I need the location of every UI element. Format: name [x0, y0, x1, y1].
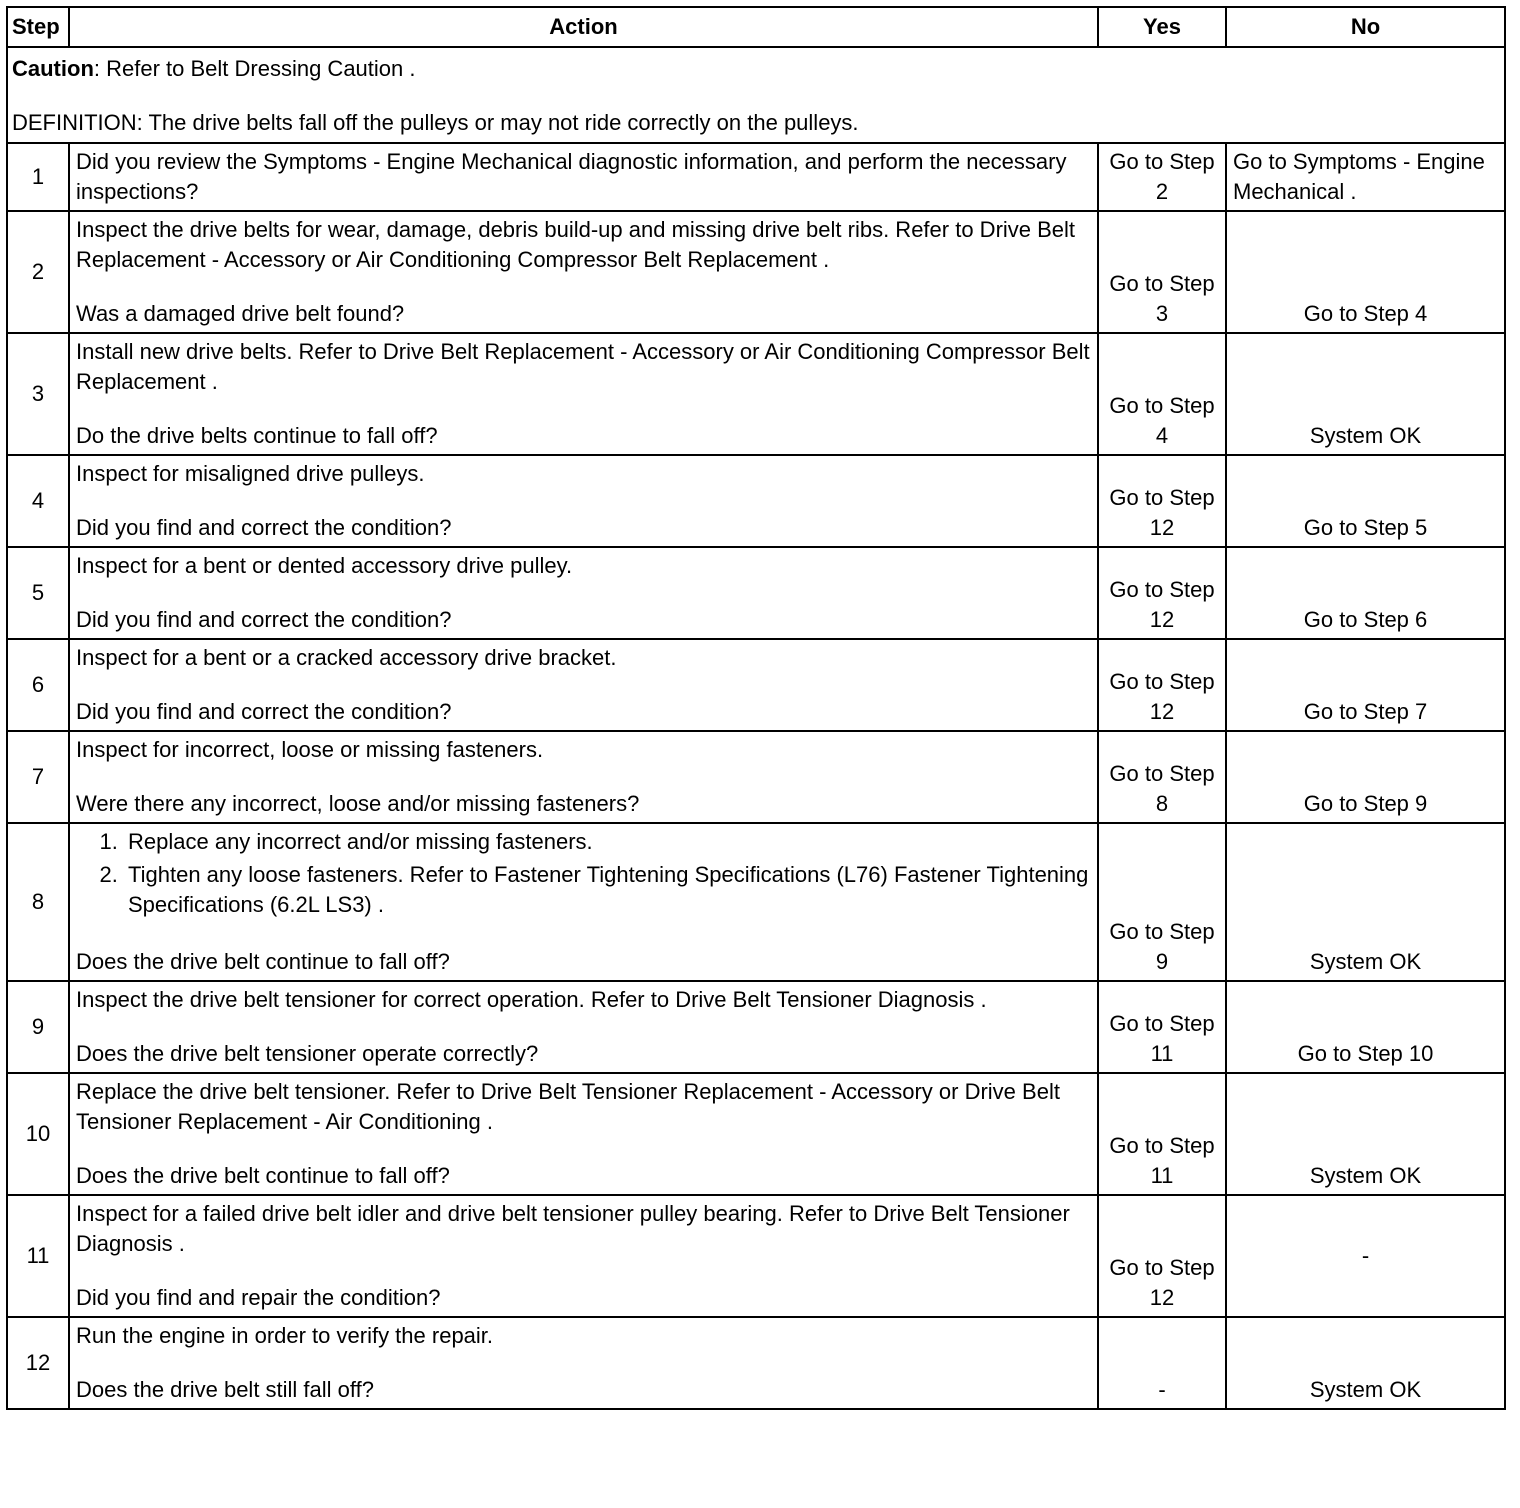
diagnostic-table-container [6, 6, 1506, 1410]
header-no: No [1226, 7, 1505, 47]
action-text: Inspect for a bent or dented accessory drive pulley. [76, 553, 573, 578]
yes-cell: Go to Step 12 [1098, 1195, 1226, 1317]
action-cell [69, 731, 1098, 823]
step-number: 6 [7, 639, 69, 731]
no-cell: Go to Step 6 [1226, 547, 1505, 639]
action-list [76, 827, 1091, 920]
yes-cell: - [1098, 1317, 1226, 1409]
diagnostic-table [6, 6, 1506, 1410]
no-cell: Go to Step 7 [1226, 639, 1505, 731]
action-text: Inspect for incorrect, loose or missing fasteners. [76, 737, 544, 762]
action-cell [69, 333, 1098, 455]
list-item: 2. Tighten any loose fasteners. Refer to Fastener Tightening Specifications (L76) Fastener Tightening Specifications (6.2L LS3) . [124, 860, 1091, 920]
step-number: 10 [7, 1073, 69, 1195]
no-cell: - [1226, 1195, 1505, 1317]
action-cell [69, 639, 1098, 731]
action-text: Inspect for a failed drive belt idler and drive belt tensioner pulley bearing. Refer to Drive Belt Tensioner Diagnosis . [76, 1201, 1070, 1256]
list-item: 1. Replace any incorrect and/or missing fasteners. [124, 827, 1091, 857]
no-cell: System OK [1226, 333, 1505, 455]
action-cell [69, 1073, 1098, 1195]
note-row [7, 47, 1505, 143]
no-cell: Go to Step 10 [1226, 981, 1505, 1073]
step-number: 2 [7, 211, 69, 333]
caution-label: Caution [12, 56, 94, 81]
table-row [7, 823, 1505, 981]
header-action: Action [69, 7, 1098, 47]
action-cell [69, 823, 1098, 981]
table-row [7, 731, 1505, 823]
step-number: 8 [7, 823, 69, 981]
no-cell: Go to Symptoms - Engine Mechanical . [1226, 143, 1505, 211]
step-number: 1 [7, 143, 69, 211]
header-step: Step [7, 7, 69, 47]
yes-cell: Go to Step 12 [1098, 547, 1226, 639]
action-cell [69, 1195, 1098, 1317]
action-question: Did you find and correct the condition? [76, 515, 452, 540]
action-cell [69, 981, 1098, 1073]
no-cell: System OK [1226, 823, 1505, 981]
action-cell [69, 1317, 1098, 1409]
action-cell [69, 455, 1098, 547]
action-question: Does the drive belt continue to fall off? [76, 1163, 450, 1188]
table-row [7, 1195, 1505, 1317]
step-number: 3 [7, 333, 69, 455]
action-question: Does the drive belt still fall off? [76, 1377, 374, 1402]
action-question: Do the drive belts continue to fall off? [76, 423, 438, 448]
caution-note [12, 54, 1500, 84]
yes-cell: Go to Step 12 [1098, 639, 1226, 731]
table-row [7, 455, 1505, 547]
header-yes: Yes [1098, 7, 1226, 47]
header-row [7, 7, 1505, 47]
no-cell: Go to Step 4 [1226, 211, 1505, 333]
yes-cell: Go to Step 8 [1098, 731, 1226, 823]
step-number: 9 [7, 981, 69, 1073]
action-text: Install new drive belts. Refer to Drive Belt Replacement - Accessory or Air Conditioning Compressor Belt Replacement . [76, 339, 1090, 394]
step-number: 5 [7, 547, 69, 639]
table-row [7, 1073, 1505, 1195]
yes-cell: Go to Step 11 [1098, 981, 1226, 1073]
table-row [7, 981, 1505, 1073]
action-cell [69, 143, 1098, 211]
action-text: Inspect for misaligned drive pulleys. [76, 461, 425, 486]
step-number: 7 [7, 731, 69, 823]
table-row [7, 211, 1505, 333]
action-question: Did you find and repair the condition? [76, 1285, 441, 1310]
yes-cell: Go to Step 3 [1098, 211, 1226, 333]
step-number: 11 [7, 1195, 69, 1317]
no-cell: System OK [1226, 1317, 1505, 1409]
yes-cell: Go to Step 11 [1098, 1073, 1226, 1195]
step-number: 12 [7, 1317, 69, 1409]
table-row [7, 143, 1505, 211]
yes-cell: Go to Step 12 [1098, 455, 1226, 547]
caution-text: : Refer to Belt Dressing Caution . [93, 56, 416, 81]
no-cell: System OK [1226, 1073, 1505, 1195]
action-cell [69, 547, 1098, 639]
action-question: Did you review the Symptoms - Engine Mechanical diagnostic information, and perform the necessary inspections? [76, 149, 1067, 204]
step-number: 4 [7, 455, 69, 547]
definition-note: DEFINITION: The drive belts fall off the pulleys or may not ride correctly on the pulleys. [12, 110, 859, 135]
no-cell: Go to Step 9 [1226, 731, 1505, 823]
action-question: Did you find and correct the condition? [76, 699, 452, 724]
yes-cell: Go to Step 2 [1098, 143, 1226, 211]
table-row [7, 1317, 1505, 1409]
action-question: Does the drive belt tensioner operate correctly? [76, 1041, 539, 1066]
no-cell: Go to Step 5 [1226, 455, 1505, 547]
yes-cell: Go to Step 4 [1098, 333, 1226, 455]
action-cell [69, 211, 1098, 333]
action-question: Did you find and correct the condition? [76, 607, 452, 632]
table-row [7, 639, 1505, 731]
action-text: Inspect the drive belts for wear, damage, debris build-up and missing drive belt ribs. Refer to Drive Belt Replacement - Accessory or Air Conditioning Compressor Belt Replacement . [76, 217, 1076, 272]
action-question: Was a damaged drive belt found? [76, 301, 405, 326]
table-row [7, 547, 1505, 639]
action-text: Replace the drive belt tensioner. Refer to Drive Belt Tensioner Replacement - Accessory or Drive Belt Tensioner Replacement - Air Conditioning . [76, 1079, 1060, 1134]
note-cell [7, 47, 1505, 143]
yes-cell: Go to Step 9 [1098, 823, 1226, 981]
action-text: Run the engine in order to verify the repair. [76, 1323, 494, 1348]
action-text: Inspect the drive belt tensioner for correct operation. Refer to Drive Belt Tensioner Diagnosis . [76, 987, 987, 1012]
action-text: Inspect for a bent or a cracked accessory drive bracket. [76, 645, 617, 670]
table-row [7, 333, 1505, 455]
action-question: Were there any incorrect, loose and/or missing fasteners? [76, 791, 640, 816]
action-question: Does the drive belt continue to fall off? [76, 949, 450, 974]
